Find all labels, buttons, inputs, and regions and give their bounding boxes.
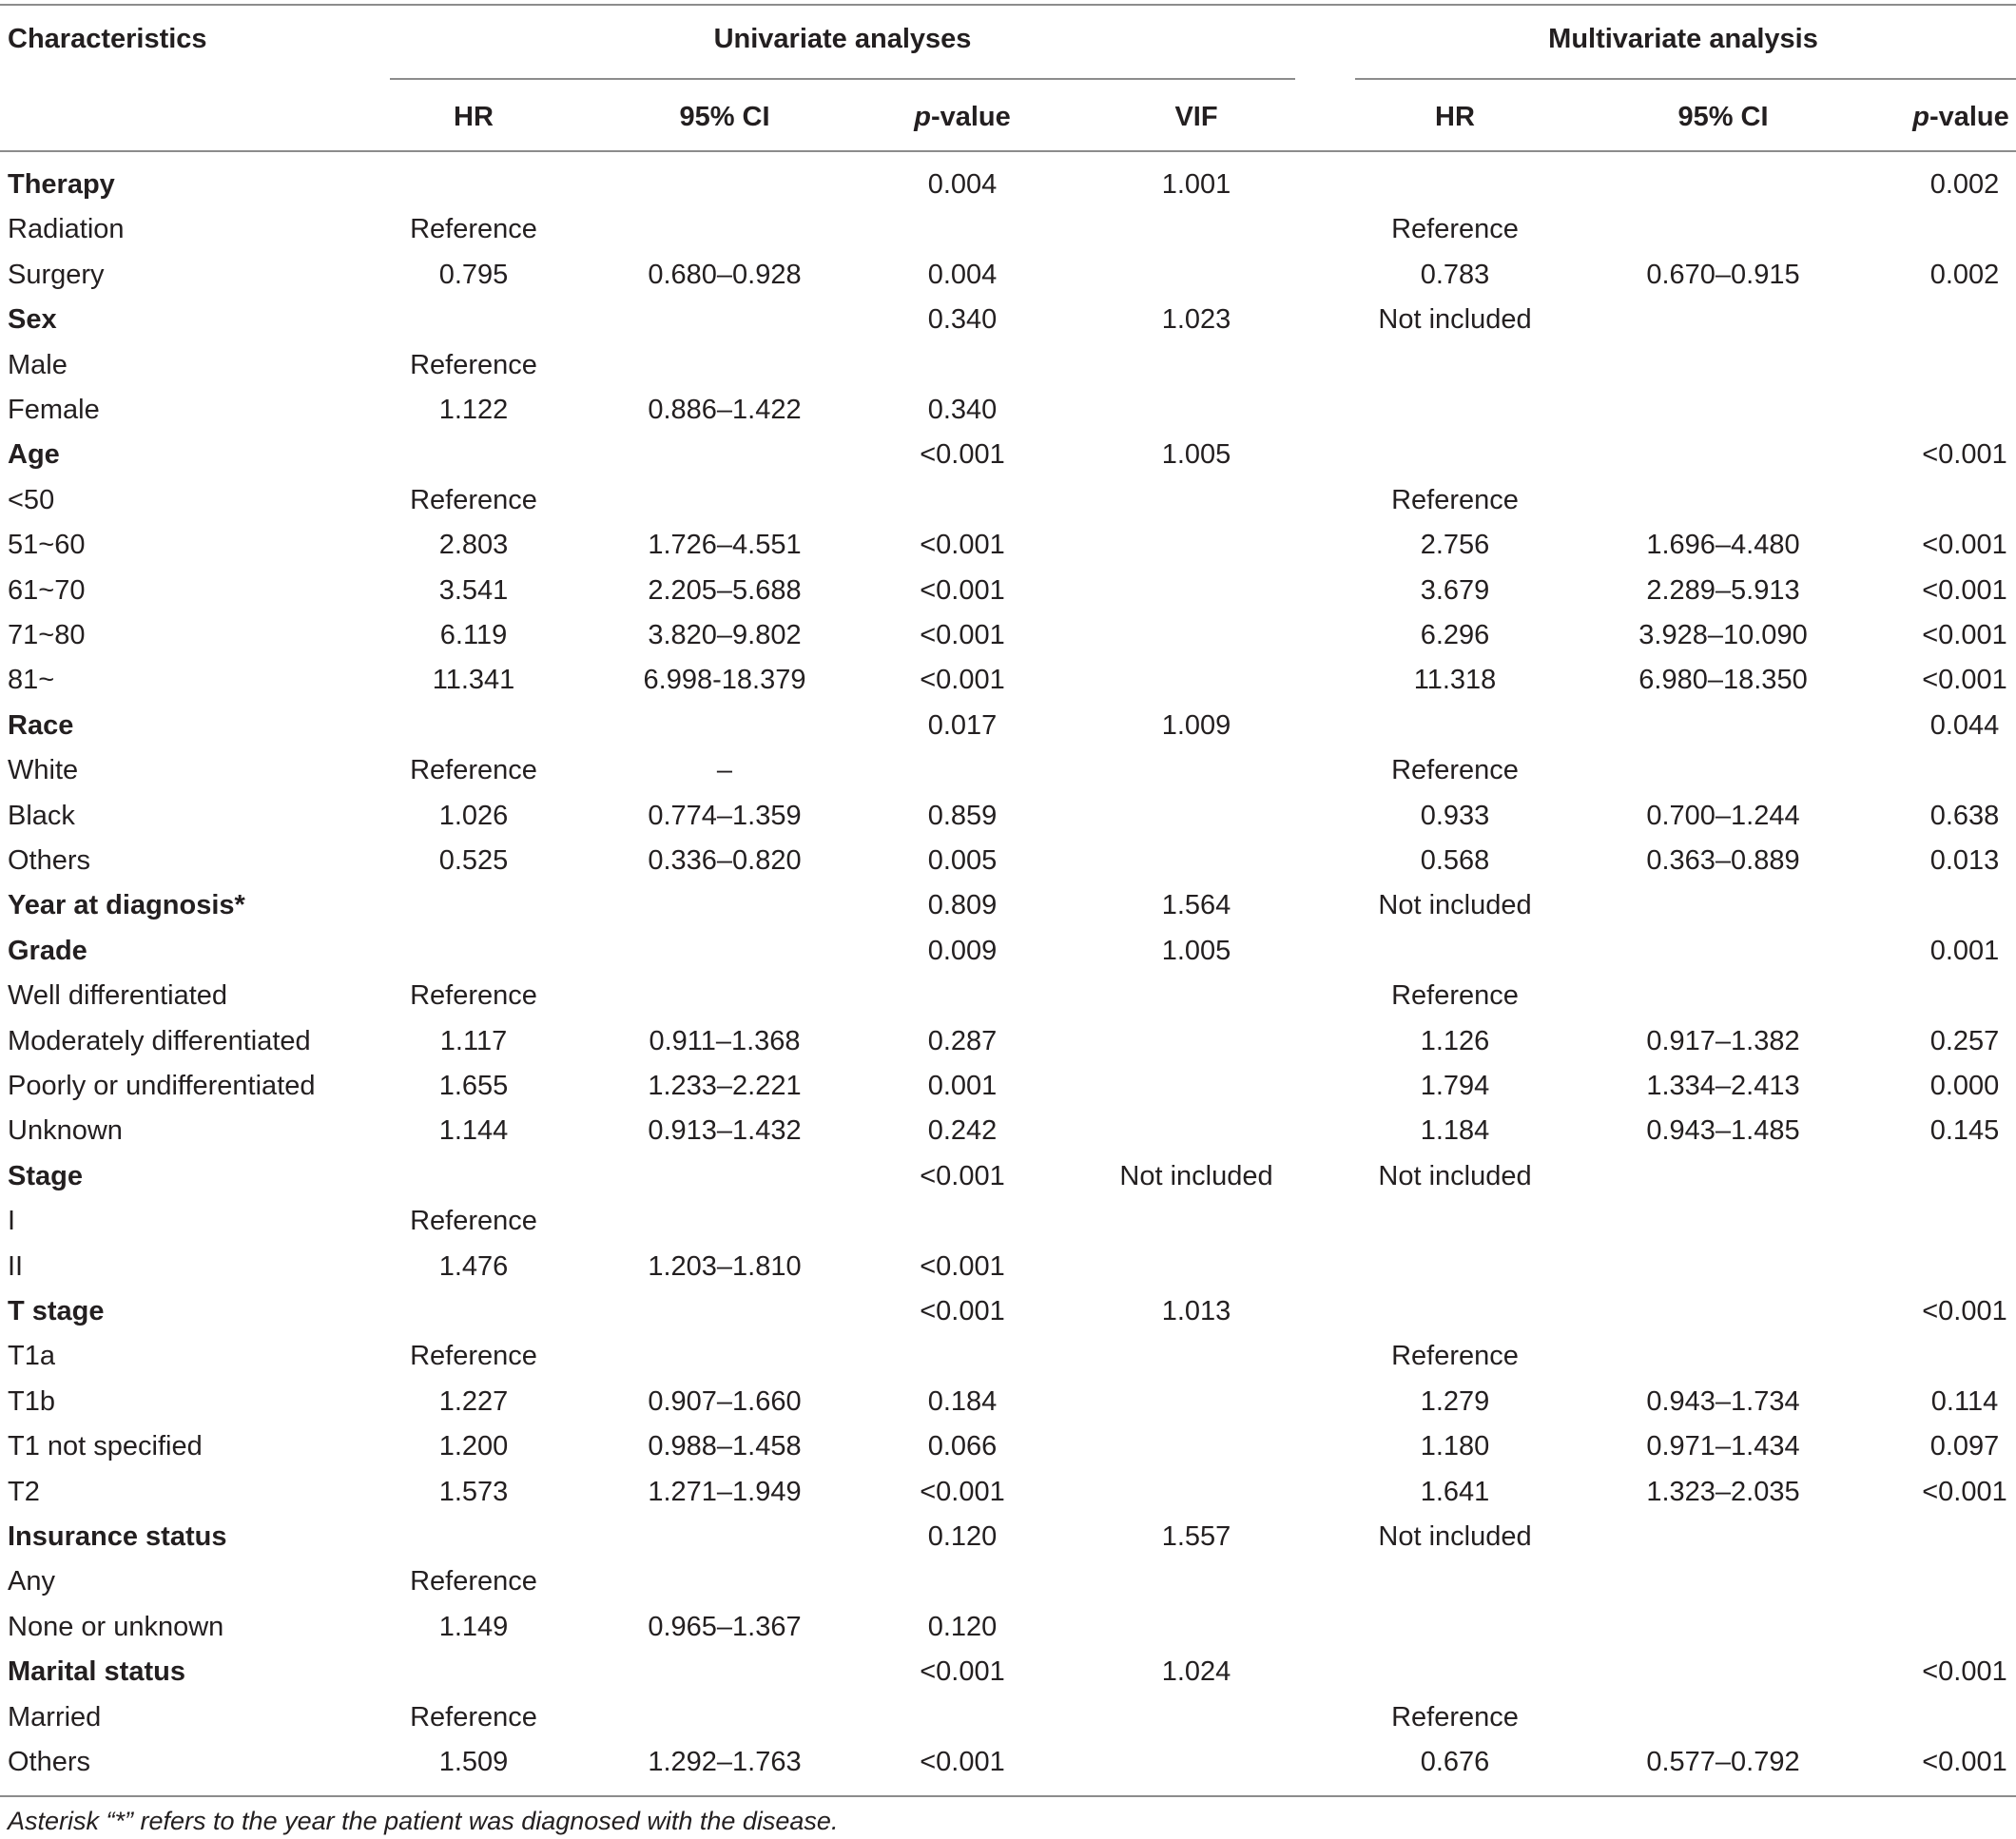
table-row	[0, 207, 2016, 252]
row-label: None or unknown	[8, 1611, 224, 1642]
uni-pvalue-cell: 0.184	[927, 1385, 998, 1417]
uni-pvalue-cell: 0.340	[927, 395, 998, 425]
uni-ci-cell: 1.203–1.810	[648, 1250, 802, 1282]
multi-pvalue-cell: <0.001	[1922, 530, 2007, 561]
header-multi-p-italic: p	[1912, 102, 1929, 132]
uni-ci-cell: 0.988–1.458	[648, 1431, 802, 1462]
header-bottom-rule	[0, 150, 2016, 152]
multi-hr-cell: 1.184	[1420, 1115, 1490, 1147]
uni-hr-cell: Reference	[410, 1206, 537, 1237]
multi-ci-cell: 1.323–2.035	[1646, 1476, 1800, 1507]
table-row	[0, 1199, 2016, 1244]
table-row	[0, 1334, 2016, 1379]
row-group-label: Grade	[8, 935, 87, 966]
multi-hr-cell: 2.756	[1420, 530, 1490, 561]
uni-vif-cell: 1.009	[1161, 709, 1231, 741]
multi-ci-cell: 1.334–2.413	[1646, 1071, 1800, 1101]
row-label: Moderately differentiated	[8, 1025, 311, 1056]
table-row	[0, 1154, 2016, 1199]
table-row	[0, 298, 2016, 342]
uni-pvalue-cell: <0.001	[920, 1250, 1005, 1282]
multi-hr-cell: 0.676	[1420, 1747, 1490, 1777]
uni-hr-cell: Reference	[410, 349, 537, 380]
multi-hr-cell: 1.794	[1420, 1071, 1490, 1101]
multi-ci-cell: 0.700–1.244	[1646, 800, 1800, 831]
uni-hr-cell: 0.795	[438, 259, 509, 290]
table-row	[0, 1064, 2016, 1109]
table-row	[0, 974, 2016, 1018]
table-row	[0, 1740, 2016, 1785]
multi-hr-cell: 0.933	[1420, 800, 1490, 831]
row-label: 71~80	[8, 620, 86, 650]
row-label: T1b	[8, 1385, 55, 1417]
uni-pvalue-cell: <0.001	[920, 530, 1005, 561]
uni-ci-cell: 1.271–1.949	[648, 1476, 802, 1507]
uni-hr-cell: Reference	[410, 1341, 537, 1372]
header-multi-hr: HR	[1435, 102, 1475, 132]
multi-hr-cell: Reference	[1391, 755, 1519, 786]
table-row	[0, 253, 2016, 298]
uni-pvalue-cell: 0.005	[927, 845, 998, 876]
univariate-group-rule	[390, 78, 1295, 80]
uni-pvalue-cell: <0.001	[920, 1476, 1005, 1507]
multi-pvalue-cell: <0.001	[1922, 439, 2007, 471]
multi-ci-cell: 0.943–1.485	[1646, 1115, 1800, 1147]
uni-hr-cell: 3.541	[438, 574, 509, 606]
uni-ci-cell: 1.292–1.763	[648, 1747, 802, 1777]
table-row	[0, 839, 2016, 883]
row-label: T1 not specified	[8, 1431, 203, 1462]
multi-ci-cell: 1.696–4.480	[1646, 530, 1800, 561]
multi-pvalue-cell: 0.044	[1929, 709, 2000, 741]
multi-ci-cell: 0.577–0.792	[1646, 1747, 1800, 1777]
multi-hr-cell: 1.641	[1420, 1476, 1490, 1507]
row-label: Others	[8, 845, 91, 876]
uni-ci-cell: 1.233–2.221	[648, 1071, 802, 1101]
table-row	[0, 1424, 2016, 1469]
uni-hr-cell: 1.149	[438, 1611, 509, 1642]
table-row	[0, 1470, 2016, 1515]
header-multi-pvalue	[1912, 101, 2009, 133]
multi-hr-cell: 11.318	[1413, 665, 1497, 696]
table-row	[0, 613, 2016, 658]
row-label: T1a	[8, 1341, 55, 1372]
multi-pvalue-cell: 0.002	[1929, 169, 2000, 200]
multi-hr-cell: Reference	[1391, 1701, 1519, 1733]
row-group-label: Race	[8, 709, 74, 741]
row-label: Any	[8, 1566, 55, 1597]
multi-hr-cell: 1.126	[1420, 1025, 1490, 1056]
uni-vif-cell: 1.001	[1161, 169, 1231, 200]
header-multi-ci: 95% CI	[1677, 102, 1769, 132]
row-label: 61~70	[8, 574, 86, 606]
multi-hr-cell: Not included	[1378, 304, 1532, 336]
uni-vif-cell: 1.013	[1161, 1296, 1231, 1326]
row-group-label: T stage	[8, 1296, 105, 1326]
multi-ci-cell: 0.670–0.915	[1646, 259, 1800, 290]
row-group-label: Therapy	[8, 169, 115, 200]
multivariate-group-rule	[1355, 78, 2016, 80]
row-label: 51~60	[8, 530, 86, 561]
table-row	[0, 883, 2016, 928]
uni-hr-cell: 1.117	[439, 1025, 508, 1056]
uni-hr-cell: Reference	[410, 1701, 537, 1733]
multi-pvalue-cell: 0.145	[1929, 1115, 2000, 1147]
uni-pvalue-cell: 0.287	[927, 1025, 998, 1056]
header-uni-p-rest: -value	[930, 102, 1011, 132]
multi-ci-cell: 0.917–1.382	[1646, 1025, 1800, 1056]
uni-pvalue-cell: <0.001	[920, 574, 1005, 606]
uni-pvalue-cell: 0.004	[927, 259, 998, 290]
uni-hr-cell: Reference	[410, 755, 537, 786]
uni-hr-cell: 0.525	[438, 845, 509, 876]
row-label: Well differentiated	[8, 980, 228, 1012]
multi-ci-cell: 3.928–10.090	[1638, 620, 1808, 650]
multi-hr-cell: 3.679	[1420, 574, 1490, 606]
uni-hr-cell: 1.144	[438, 1115, 509, 1147]
uni-vif-cell: 1.557	[1161, 1521, 1231, 1552]
header-uni-pvalue	[914, 101, 1011, 133]
row-label: Male	[8, 349, 68, 380]
row-label: I	[8, 1206, 16, 1237]
row-label: T2	[8, 1476, 40, 1507]
table-row	[0, 343, 2016, 388]
uni-ci-cell: 0.907–1.660	[648, 1385, 802, 1417]
uni-pvalue-cell: 0.242	[927, 1115, 998, 1147]
table-row	[0, 1559, 2016, 1604]
table-row	[0, 1109, 2016, 1153]
uni-vif-cell: 1.005	[1161, 935, 1231, 966]
uni-hr-cell: 1.476	[438, 1250, 509, 1282]
header-multi-p-rest: -value	[1929, 102, 2009, 132]
table-row	[0, 1650, 2016, 1694]
uni-hr-cell: 2.803	[438, 530, 509, 561]
multi-pvalue-cell: <0.001	[1922, 1656, 2007, 1688]
multi-pvalue-cell: <0.001	[1922, 665, 2007, 696]
multi-ci-cell: 6.980–18.350	[1638, 665, 1808, 696]
multi-pvalue-cell: 0.638	[1929, 800, 2000, 831]
uni-hr-cell: 1.509	[438, 1747, 509, 1777]
multi-hr-cell: Not included	[1378, 1521, 1532, 1552]
table-row	[0, 1245, 2016, 1289]
multi-pvalue-cell: 0.001	[1929, 935, 2000, 966]
uni-pvalue-cell: 0.859	[927, 800, 998, 831]
header-univariate: Univariate analyses	[713, 24, 972, 54]
uni-pvalue-cell: 0.004	[927, 169, 998, 200]
top-rule	[0, 4, 2016, 6]
row-label: II	[8, 1250, 24, 1282]
uni-pvalue-cell: 0.120	[927, 1521, 998, 1552]
multi-hr-cell: Not included	[1378, 1160, 1532, 1191]
uni-pvalue-cell: 0.009	[927, 935, 998, 966]
multi-pvalue-cell: 0.002	[1929, 259, 2000, 290]
uni-hr-cell: Reference	[410, 214, 537, 245]
multi-pvalue-cell: <0.001	[1922, 1476, 2007, 1507]
uni-pvalue-cell: <0.001	[920, 1160, 1005, 1191]
uni-ci-cell: 3.820–9.802	[648, 620, 802, 650]
multi-pvalue-cell: 0.257	[1929, 1025, 2000, 1056]
header-uni-vif: VIF	[1174, 102, 1218, 132]
table-row	[0, 569, 2016, 613]
header-uni-p-italic: p	[914, 102, 931, 132]
multi-hr-cell: Not included	[1378, 890, 1532, 921]
header-uni-hr: HR	[454, 102, 494, 132]
uni-ci-cell: 0.680–0.928	[648, 259, 802, 290]
table-row	[0, 388, 2016, 433]
table-row	[0, 163, 2016, 207]
table-row	[0, 929, 2016, 974]
table-row	[0, 1019, 2016, 1064]
table-footnote: Asterisk “*” refers to the year the patient was diagnosed with the disease.	[8, 1807, 839, 1835]
row-group-label: Age	[8, 439, 60, 471]
row-group-label: Insurance status	[8, 1521, 227, 1552]
uni-ci-cell: –	[716, 755, 733, 786]
uni-hr-cell: 11.341	[432, 665, 515, 696]
header-characteristics: Characteristics	[8, 24, 207, 54]
uni-hr-cell: Reference	[410, 484, 537, 515]
uni-pvalue-cell: 0.120	[927, 1611, 998, 1642]
table-row	[0, 704, 2016, 748]
row-label: White	[8, 755, 79, 786]
table-row	[0, 748, 2016, 793]
multi-pvalue-cell: 0.097	[1929, 1431, 2000, 1462]
uni-ci-cell: 1.726–4.551	[648, 530, 802, 561]
uni-ci-cell: 6.998-18.379	[643, 665, 806, 696]
row-label: Black	[8, 800, 75, 831]
row-label: Others	[8, 1747, 91, 1777]
table-row	[0, 1380, 2016, 1424]
uni-pvalue-cell: <0.001	[920, 665, 1005, 696]
table-row	[0, 1695, 2016, 1740]
uni-ci-cell: 0.965–1.367	[648, 1611, 802, 1642]
uni-ci-cell: 0.774–1.359	[648, 800, 802, 831]
table-row	[0, 1515, 2016, 1559]
multi-pvalue-cell: <0.001	[1922, 574, 2007, 606]
table-row	[0, 523, 2016, 568]
uni-ci-cell: 0.911–1.368	[649, 1025, 801, 1056]
row-group-label: Sex	[8, 304, 57, 336]
multi-hr-cell: 0.783	[1420, 259, 1490, 290]
row-label: Poorly or undifferentiated	[8, 1071, 316, 1101]
multi-hr-cell: Reference	[1391, 980, 1519, 1012]
multi-ci-cell: 0.363–0.889	[1646, 845, 1800, 876]
uni-hr-cell: 1.026	[438, 800, 509, 831]
uni-hr-cell: 6.119	[439, 620, 508, 650]
uni-pvalue-cell: <0.001	[920, 620, 1005, 650]
uni-hr-cell: 1.122	[438, 395, 509, 425]
uni-vif-cell: 1.005	[1161, 439, 1231, 471]
uni-vif-cell: 1.023	[1161, 304, 1231, 336]
row-label: Surgery	[8, 259, 105, 290]
uni-vif-cell: Not included	[1119, 1160, 1273, 1191]
multi-pvalue-cell: 0.013	[1929, 845, 2000, 876]
uni-pvalue-cell: 0.017	[927, 709, 998, 741]
multi-ci-cell: 0.971–1.434	[1646, 1431, 1800, 1462]
multi-pvalue-cell: <0.001	[1922, 1296, 2007, 1326]
row-label: Unknown	[8, 1115, 123, 1147]
row-label: <50	[8, 484, 55, 515]
uni-hr-cell: 1.573	[438, 1476, 509, 1507]
row-label: Married	[8, 1701, 102, 1733]
uni-ci-cell: 0.336–0.820	[648, 845, 802, 876]
uni-vif-cell: 1.024	[1161, 1656, 1231, 1688]
row-group-label: Year at diagnosis*	[8, 890, 245, 921]
multi-hr-cell: 1.279	[1420, 1385, 1490, 1417]
table-row	[0, 478, 2016, 523]
multi-pvalue-cell: <0.001	[1922, 1747, 2007, 1777]
table-row	[0, 794, 2016, 839]
uni-pvalue-cell: 0.066	[927, 1431, 998, 1462]
uni-vif-cell: 1.564	[1161, 890, 1231, 921]
multi-hr-cell: Reference	[1391, 1341, 1519, 1372]
uni-hr-cell: Reference	[410, 980, 537, 1012]
table-row	[0, 1605, 2016, 1650]
row-label: 81~	[8, 665, 55, 696]
row-group-label: Marital status	[8, 1656, 185, 1688]
header-uni-ci: 95% CI	[679, 102, 770, 132]
table-row	[0, 658, 2016, 703]
uni-pvalue-cell: <0.001	[920, 1656, 1005, 1688]
uni-ci-cell: 0.886–1.422	[648, 395, 802, 425]
row-group-label: Stage	[8, 1160, 83, 1191]
multi-ci-cell: 0.943–1.734	[1646, 1385, 1800, 1417]
uni-hr-cell: Reference	[410, 1566, 537, 1597]
uni-pvalue-cell: <0.001	[920, 1296, 1005, 1326]
multi-hr-cell: 6.296	[1420, 620, 1490, 650]
table-row	[0, 1289, 2016, 1334]
multi-ci-cell: 2.289–5.913	[1646, 574, 1800, 606]
row-label: Female	[8, 395, 100, 425]
uni-hr-cell: 1.200	[438, 1431, 509, 1462]
multi-hr-cell: Reference	[1391, 214, 1519, 245]
uni-ci-cell: 2.205–5.688	[648, 574, 802, 606]
multi-pvalue-cell: 0.114	[1930, 1385, 1999, 1417]
uni-ci-cell: 0.913–1.432	[648, 1115, 802, 1147]
multi-hr-cell: 1.180	[1420, 1431, 1490, 1462]
uni-pvalue-cell: <0.001	[920, 439, 1005, 471]
table-bottom-rule	[0, 1795, 2016, 1797]
uni-hr-cell: 1.655	[438, 1071, 509, 1101]
row-label: Radiation	[8, 214, 125, 245]
header-multivariate: Multivariate analysis	[1548, 24, 1818, 54]
multi-hr-cell: Reference	[1391, 484, 1519, 515]
uni-pvalue-cell: 0.001	[927, 1071, 998, 1101]
uni-pvalue-cell: 0.809	[927, 890, 998, 921]
uni-pvalue-cell: <0.001	[920, 1747, 1005, 1777]
multi-hr-cell: 0.568	[1420, 845, 1490, 876]
uni-hr-cell: 1.227	[438, 1385, 509, 1417]
multi-pvalue-cell: <0.001	[1922, 620, 2007, 650]
uni-pvalue-cell: 0.340	[927, 304, 998, 336]
table-row	[0, 433, 2016, 477]
multi-pvalue-cell: 0.000	[1929, 1071, 2000, 1101]
